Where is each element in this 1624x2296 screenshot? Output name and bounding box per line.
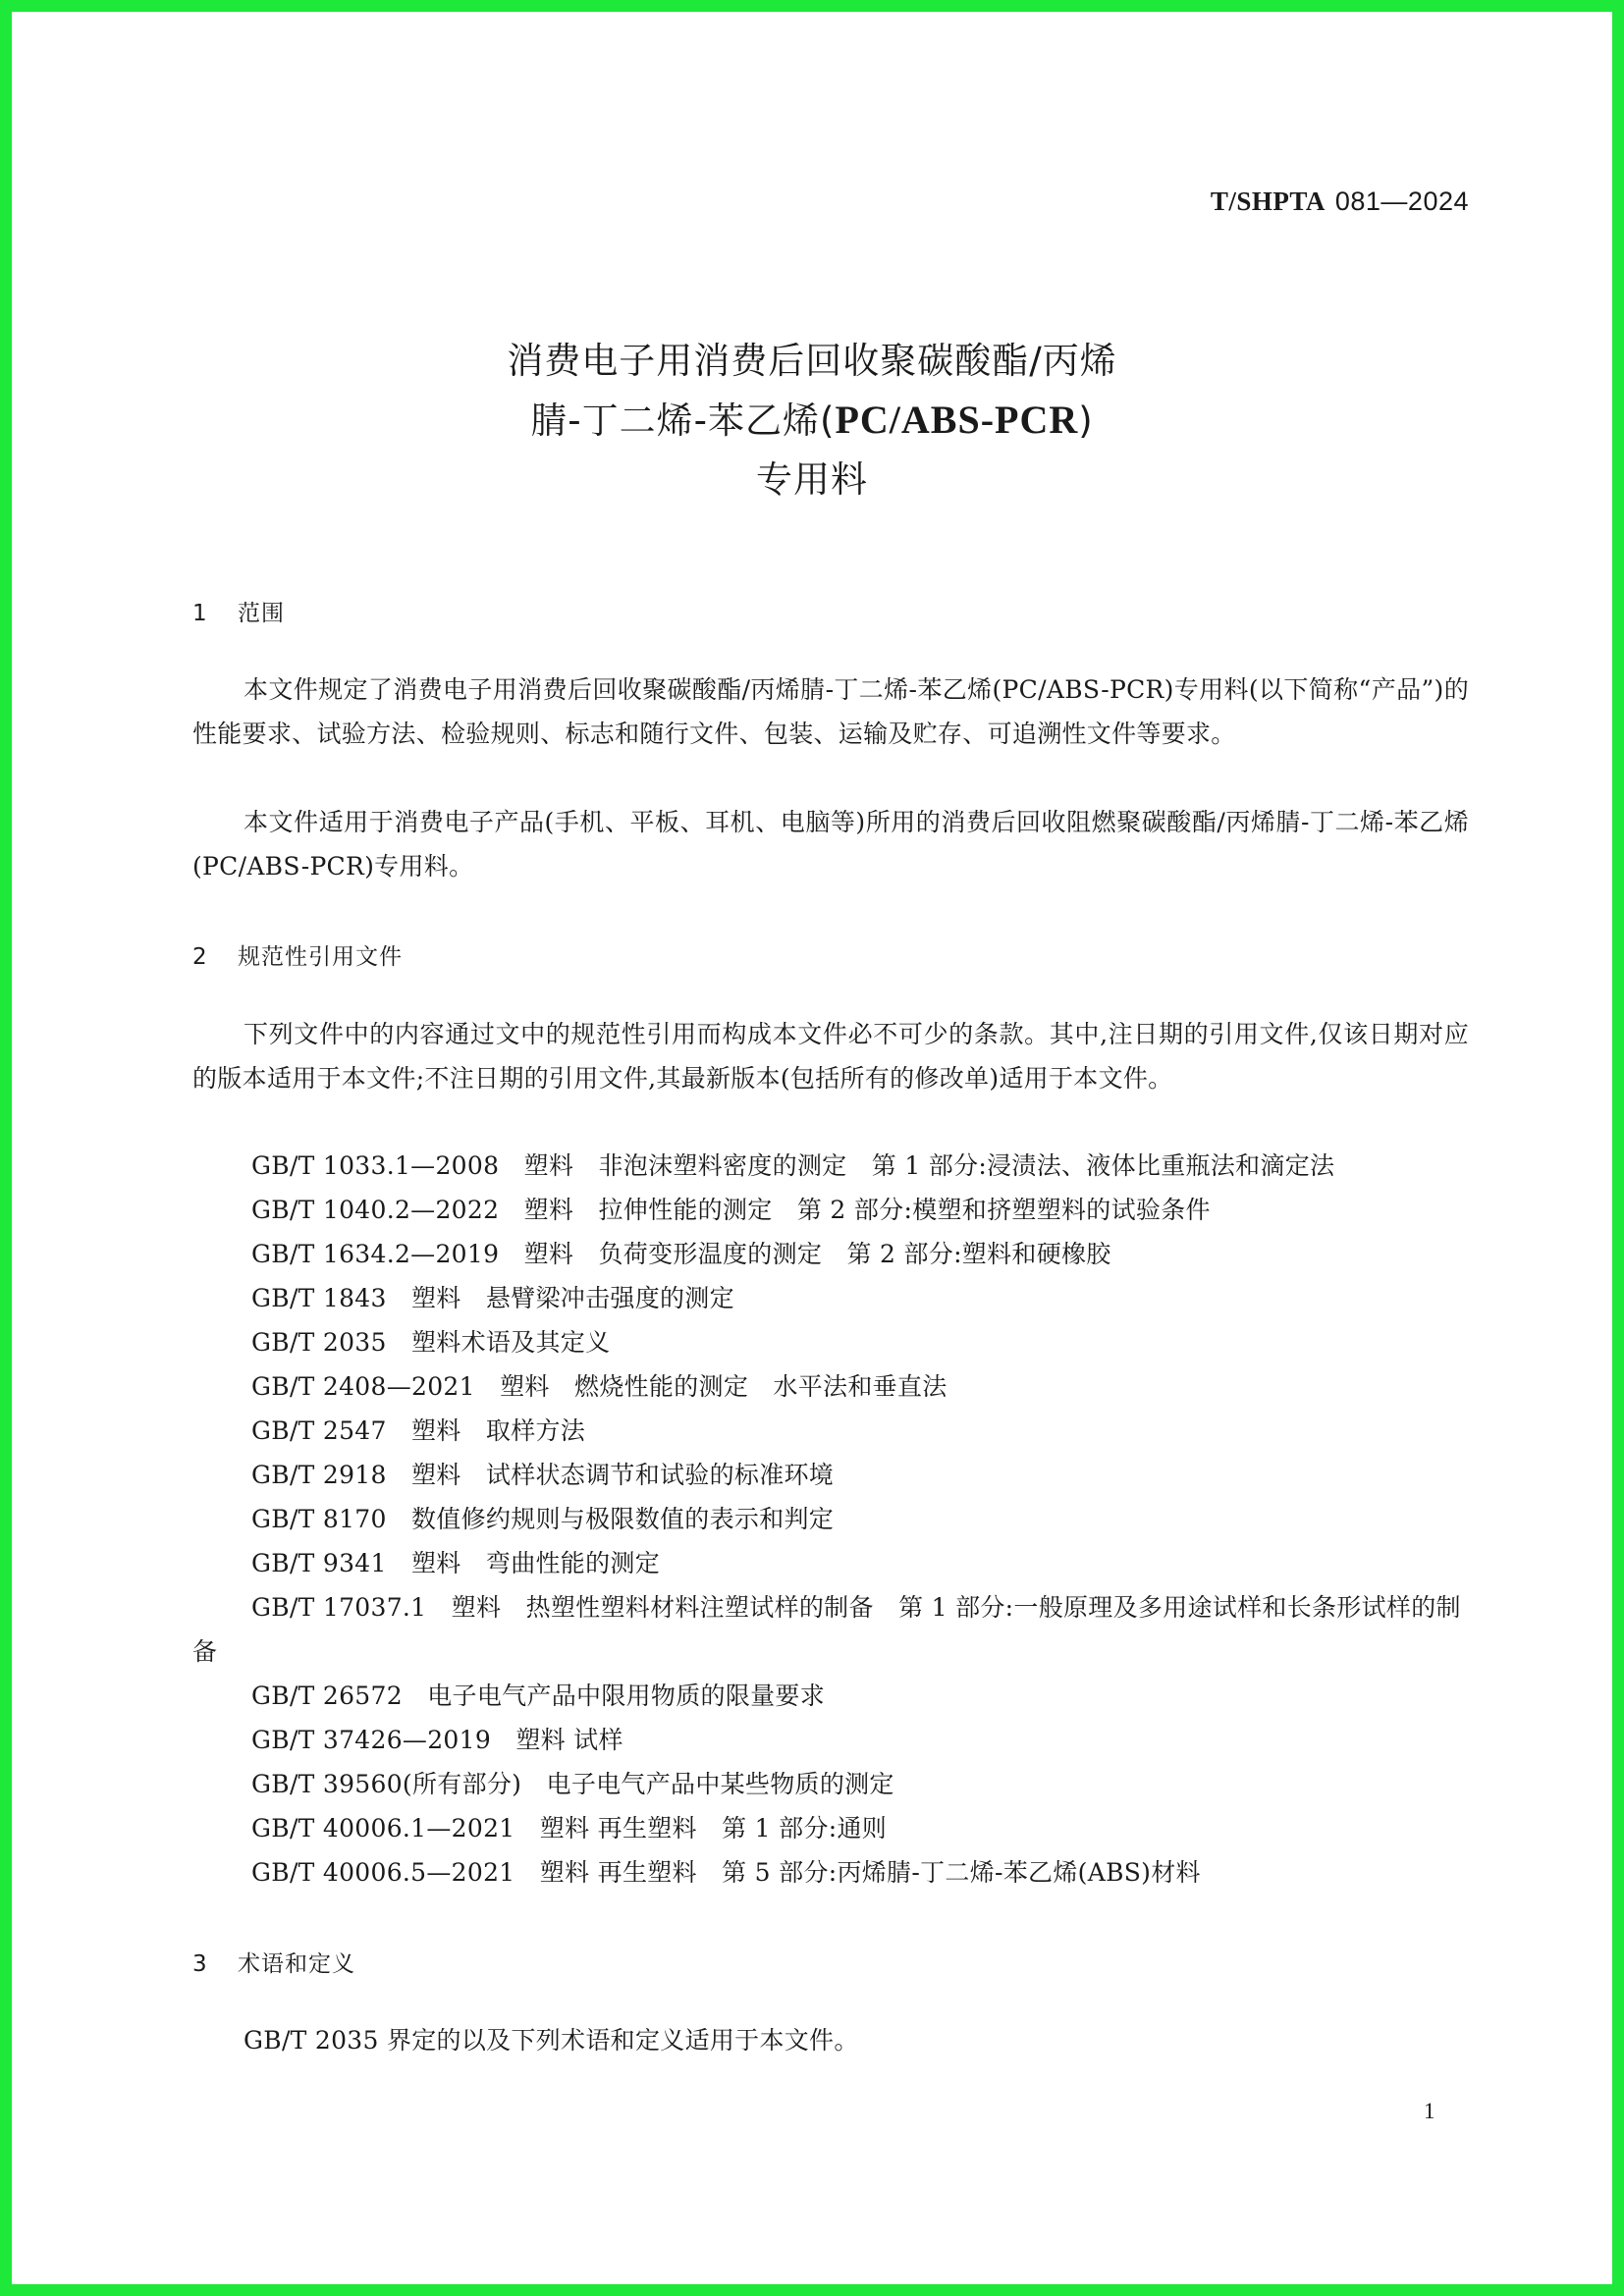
reference-item: GB/T 40006.5—2021 塑料 再生塑料 第 5 部分:丙烯腈-丁二烯-苯乙烯(ABS)材料: [251, 1858, 1201, 1887]
section-2-paragraph-1: 下列文件中的内容通过文中的规范性引用而构成本文件必不可少的条款。其中,注日期的引用文件,仅该日期对应的版本适用于本文件;不注日期的引用文件,其最新版本(包括所有的修改单)适用于本文件。: [192, 1020, 1469, 1093]
normative-reference-list: [192, 1144, 1469, 1895]
section-3-paragraph-1: GB/T 2035 界定的以及下列术语和定义适用于本文件。: [244, 2026, 859, 2055]
standard-number: [1211, 187, 1469, 217]
reference-item: GB/T 2918 塑料 试样状态调节和试验的标准环境: [251, 1461, 835, 1489]
reference-item: GB/T 26572 电子电气产品中限用物质的限量要求: [251, 1682, 826, 1710]
reference-item: GB/T 1634.2—2019 塑料 负荷变形温度的测定 第 2 部分:塑料和硬橡胶: [251, 1240, 1111, 1268]
reference-item: GB/T 17037.1 塑料 热塑性塑料材料注塑试样的制备 第 1 部分:一般原理及多用途试样和长条形试样的制备: [192, 1593, 1461, 1666]
reference-item: GB/T 1033.1—2008 塑料 非泡沫塑料密度的测定 第 1 部分:浸渍法、液体比重瓶法和滴定法: [251, 1151, 1335, 1180]
reference-item: GB/T 40006.1—2021 塑料 再生塑料 第 1 部分:通则: [251, 1814, 888, 1842]
standard-code: 081—2024: [1334, 187, 1469, 216]
section-1-paragraph-1: 本文件规定了消费电子用消费后回收聚碳酸酯/丙烯腈-丁二烯-苯乙烯(PC/ABS-PCR)专用料(以下简称“产品”)的性能要求、试验方法、检验规则、标志和随行文件、包装、运输及贮存、可追溯性文件等要求。: [192, 675, 1469, 748]
section-1-heading: [192, 595, 285, 627]
reference-item: GB/T 2547 塑料 取样方法: [251, 1416, 586, 1445]
title-line-2: [0, 391, 1624, 451]
reference-item: GB/T 1040.2—2022 塑料 拉伸性能的测定 第 2 部分:模塑和挤塑塑料的试验条件: [251, 1196, 1211, 1224]
section-title: 术语和定义: [238, 1951, 355, 1977]
reference-item: GB/T 9341 塑料 弯曲性能的测定: [251, 1549, 661, 1577]
title-line-1: 消费电子用消费后回收聚碳酸酯/丙烯: [507, 340, 1117, 382]
standard-prefix: T/SHPTA: [1210, 187, 1326, 216]
reference-item: GB/T 1843 塑料 悬臂梁冲击强度的测定: [251, 1284, 734, 1312]
reference-item: GB/T 39560(所有部分) 电子电气产品中某些物质的测定: [251, 1770, 894, 1798]
section-2-heading: [192, 938, 403, 971]
section-number: 1: [192, 601, 208, 626]
title-line-2-close: ): [1078, 400, 1094, 442]
document-title: [0, 332, 1624, 509]
section-number: 3: [192, 1951, 208, 1977]
section-title: 规范性引用文件: [238, 944, 403, 970]
title-line-2-latin: PC/ABS-PCR: [835, 398, 1079, 442]
section-title: 范围: [238, 601, 285, 626]
title-line-3: 专用料: [756, 458, 868, 501]
reference-item: GB/T 2408—2021 塑料 燃烧性能的测定 水平法和垂直法: [251, 1372, 947, 1401]
reference-item: GB/T 8170 数值修约规则与极限数值的表示和判定: [251, 1505, 835, 1533]
section-1-paragraph-2: 本文件适用于消费电子产品(手机、平板、耳机、电脑等)所用的消费后回收阻燃聚碳酸酯/丙烯腈-丁二烯-苯乙烯(PC/ABS-PCR)专用料。: [192, 808, 1469, 881]
section-3-heading: [192, 1946, 355, 1978]
reference-item: GB/T 2035 塑料术语及其定义: [251, 1328, 611, 1357]
reference-item: GB/T 37426—2019 塑料 试样: [251, 1726, 623, 1754]
section-number: 2: [192, 944, 208, 970]
title-line-2-cn: 腈-丁二烯-苯乙烯(: [530, 400, 836, 442]
page-number: 1: [1424, 2099, 1435, 2123]
